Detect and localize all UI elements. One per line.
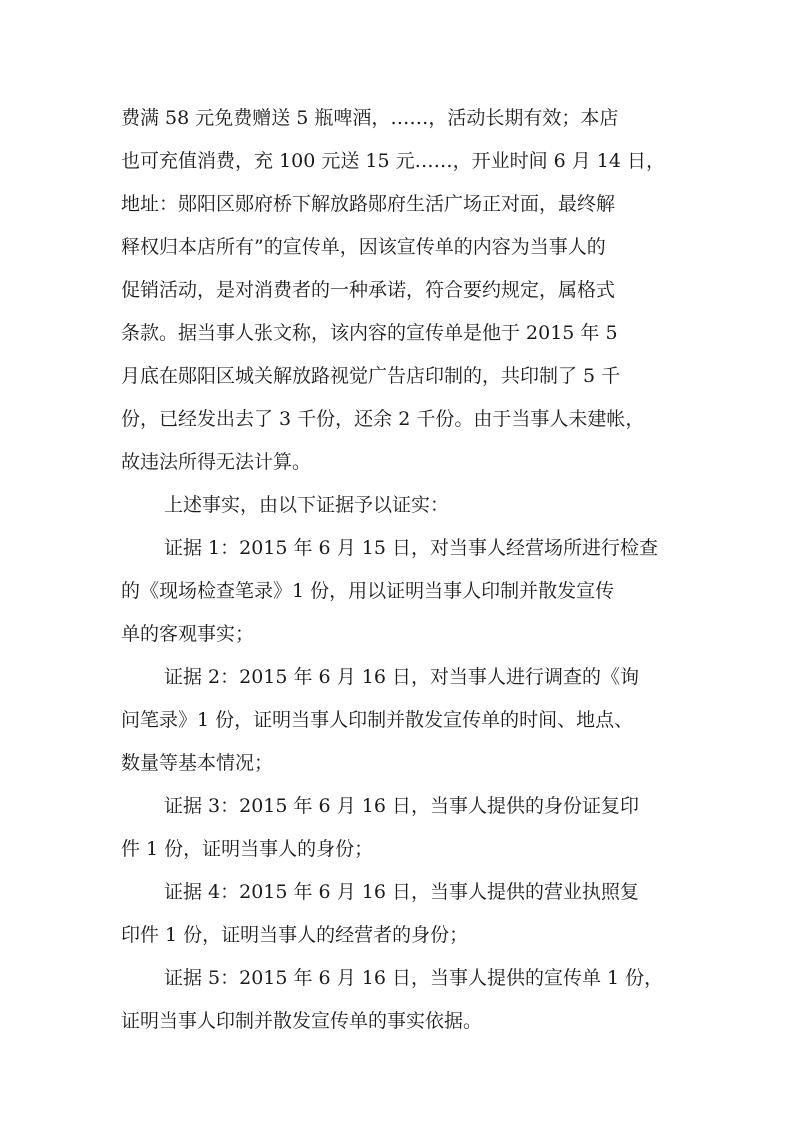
body-text-line: 促销活动，是对消费者的一种承诺，符合要约规定，属格式	[121, 279, 616, 301]
evidence-3-line: 证据 3：2015 年 6 月 16 日，当事人提供的身份证复印	[164, 795, 639, 817]
evidence-5-line: 证明当事人印制并散发宣传单的事实依据。	[121, 1010, 483, 1032]
evidence-2-line: 证据 2：2015 年 6 月 16 日，对当事人进行调查的《询	[164, 666, 639, 688]
body-text-line: 故违法所得无法计算。	[121, 451, 312, 473]
body-text-line: 月底在郧阳区城关解放路视觉广告店印制的，共印制了 5 千	[121, 365, 621, 387]
body-text-line: 地址：郧阳区郧府桥下解放路郧府生活广场正对面，最终解	[121, 193, 616, 215]
evidence-1-line: 的《现场检查笔录》1 份，用以证明当事人印制并散发宣传	[121, 580, 615, 602]
body-text-line: 份，已经发出去了 3 千份，还余 2 千份。由于当事人未建帐，	[121, 408, 645, 430]
evidence-4-line: 印件 1 份，证明当事人的经营者的身份；	[121, 924, 469, 946]
evidence-1-line: 证据 1：2015 年 6 月 15 日，对当事人经营场所进行检查	[164, 537, 658, 559]
body-text-line: 上述事实，由以下证据予以证实：	[164, 494, 450, 516]
body-text-line: 释权归本店所有”的宣传单，因该宣传单的内容为当事人的	[121, 236, 606, 258]
body-text-line: 条款。据当事人张文称，该内容的宣传单是他于 2015 年 5	[121, 322, 618, 344]
evidence-3-line: 件 1 份，证明当事人的身份；	[121, 838, 374, 860]
evidence-4-line: 证据 4：2015 年 6 月 16 日，当事人提供的营业执照复	[164, 881, 639, 903]
evidence-2-line: 数量等基本情况；	[121, 752, 274, 774]
evidence-1-line: 单的客观事实；	[121, 623, 255, 645]
evidence-2-line: 问笔录》1 份，证明当事人印制并散发宣传单的时间、地点、	[121, 709, 634, 731]
body-text-line: 也可充值消费，充 100 元送 15 元……，开业时间 6 月 14 日，	[121, 150, 666, 172]
body-text-line: 费满 58 元免费赠送 5 瓶啤酒，……，活动长期有效；本店	[121, 107, 619, 129]
evidence-5-line: 证据 5：2015 年 6 月 16 日，当事人提供的宣传单 1 份，	[164, 967, 664, 989]
